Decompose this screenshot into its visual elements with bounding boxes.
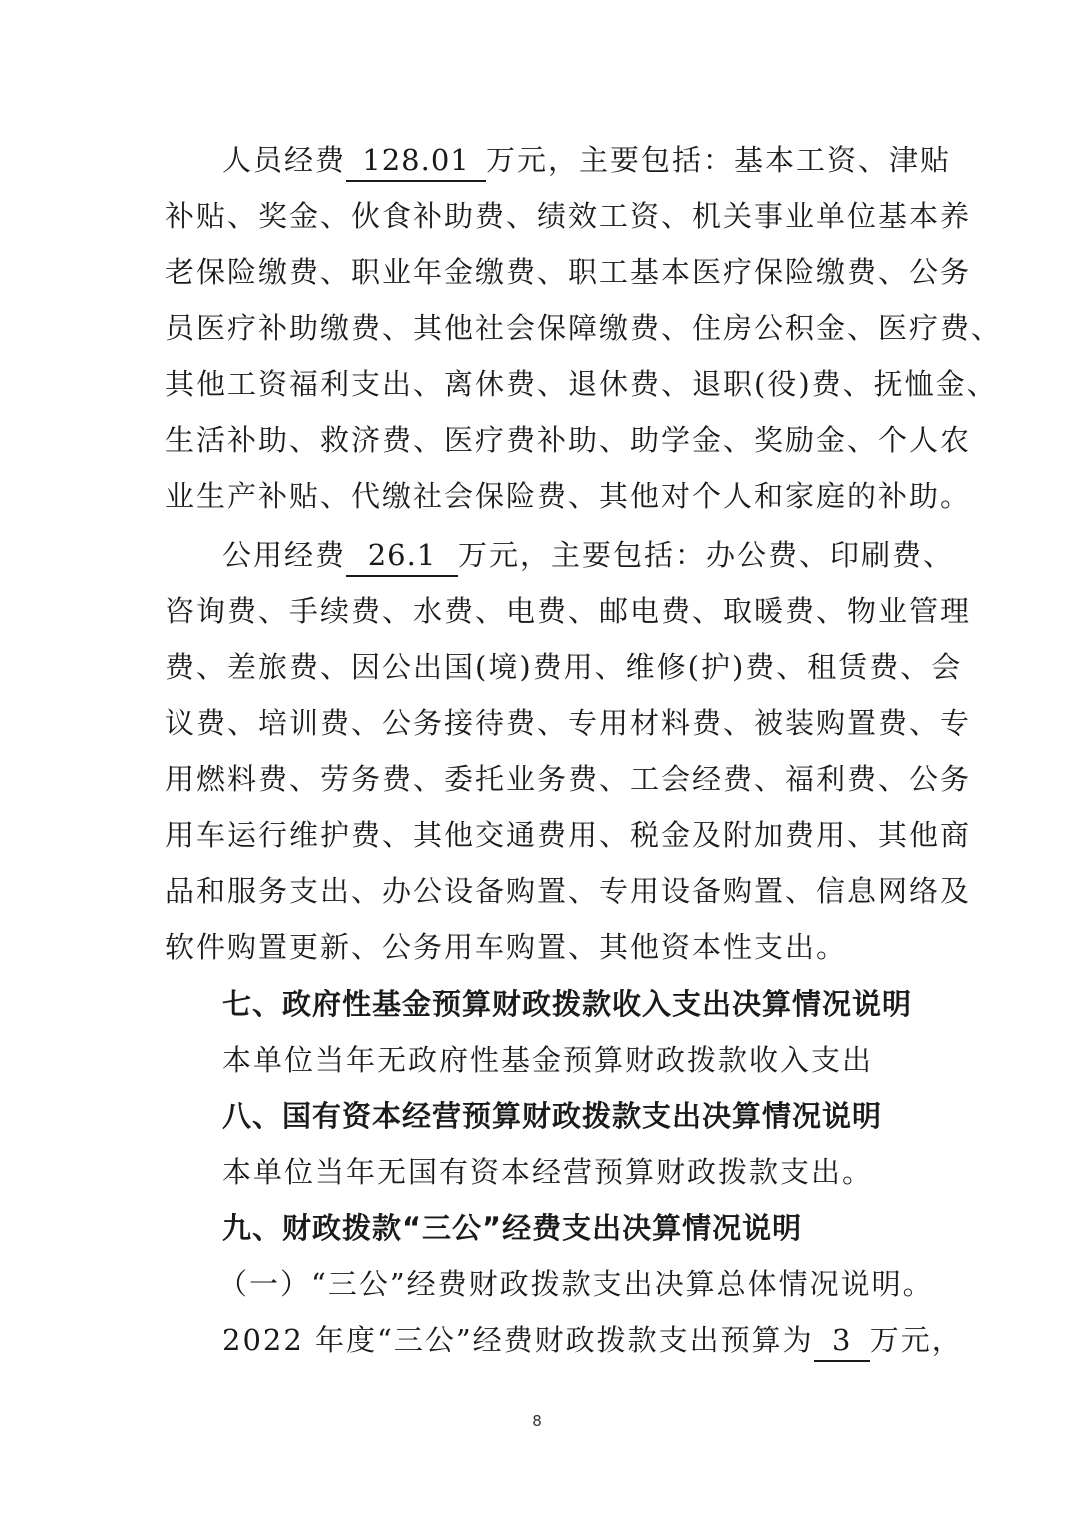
personnel-desc: 万元，主要包括：基本工资、津贴: [486, 143, 952, 177]
page-number: 8: [532, 1412, 542, 1430]
public-line-6: 品和服务支出、办公设备购置、专用设备购置、信息网络及: [165, 874, 972, 908]
public-desc: 万元，主要包括：办公费、印刷费、: [458, 538, 955, 572]
section-8-body: 本单位当年无国有资本经营预算财政拨款支出。: [222, 1155, 874, 1189]
personnel-label: 人员经费: [222, 143, 347, 177]
section-7-heading: 七、政府性基金预算财政拨款收入支出决算情况说明: [222, 987, 913, 1021]
personnel-line-6: 业生产补贴、代缴社会保险费、其他对个人和家庭的补助。: [165, 479, 972, 513]
section-8-heading: 八、国有资本经营预算财政拨款支出决算情况说明: [222, 1099, 883, 1133]
personnel-line-5: 生活补助、救济费、医疗费补助、助学金、奖励金、个人农: [165, 423, 972, 457]
public-amount: 26.1: [346, 535, 458, 577]
section-9-heading: 九、财政拨款“三公”经费支出决算情况说明: [222, 1211, 803, 1245]
public-line-1: 咨询费、手续费、水费、电费、邮电费、取暖费、物业管理: [165, 594, 972, 628]
section-9-subheading: （一）“三公”经费财政拨款支出决算总体情况说明。: [218, 1267, 934, 1301]
public-line-0: [222, 529, 955, 581]
personnel-line-2: 老保险缴费、职业年金缴费、职工基本医疗保险缴费、公务: [165, 255, 972, 289]
budget-amount: 3: [814, 1320, 870, 1362]
personnel-line-4: 其他工资福利支出、离休费、退休费、退职(役)费、抚恤金、: [165, 367, 998, 401]
personnel-amount: 128.01: [346, 140, 486, 182]
budget-unit: 万元，: [869, 1323, 963, 1357]
public-label: 公用经费: [222, 538, 347, 572]
section-9-budget-line: [222, 1314, 963, 1366]
budget-label: 2022 年度“三公”经费财政拨款支出预算为: [222, 1323, 814, 1357]
public-line-4: 用燃料费、劳务费、委托业务费、工会经费、福利费、公务: [165, 762, 972, 796]
personnel-line-0: [222, 134, 952, 186]
public-line-2: 费、差旅费、因公出国(境)费用、维修(护)费、租赁费、会: [165, 650, 963, 684]
personnel-line-1: 补贴、奖金、伙食补助费、绩效工资、机关事业单位基本养: [165, 199, 972, 233]
public-line-7: 软件购置更新、公务用车购置、其他资本性支出。: [165, 930, 848, 964]
personnel-line-3: 员医疗补助缴费、其他社会保障缴费、住房公积金、医疗费、: [165, 311, 1003, 345]
public-line-5: 用车运行维护费、其他交通费用、税金及附加费用、其他商: [165, 818, 972, 852]
section-7-body: 本单位当年无政府性基金预算财政拨款收入支出: [222, 1043, 874, 1077]
public-line-3: 议费、培训费、公务接待费、专用材料费、被装购置费、专: [165, 706, 972, 740]
